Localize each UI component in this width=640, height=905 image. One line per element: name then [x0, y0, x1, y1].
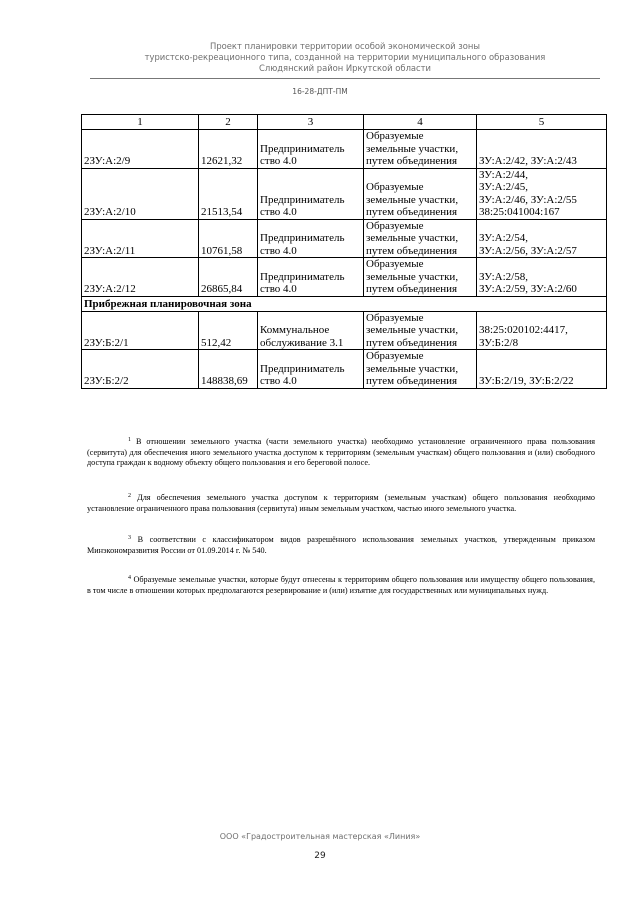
use-type-cell	[258, 168, 364, 219]
footnote	[87, 575, 595, 596]
cell-line: ЗУ:А:2/59, ЗУ:А:2/60	[479, 283, 577, 295]
area-cell: 21513,54	[199, 168, 258, 219]
cell-line: ЗУ:А:2/45,	[479, 181, 528, 193]
cell-line: Предприниматель	[260, 232, 345, 244]
cell-line: земельные участки,	[366, 362, 459, 375]
cell-line: путем объединения	[366, 336, 458, 349]
cell-line: ЗУ:А:2/44,	[479, 168, 528, 181]
column-header: 2	[199, 115, 258, 130]
formation-method-cell	[364, 130, 477, 169]
page-number: 29	[314, 851, 326, 861]
formation-method-cell	[364, 311, 477, 350]
plot-id-cell: 2ЗУ:Б:2/2	[82, 350, 199, 389]
area-cell: 12621,32	[199, 130, 258, 169]
land-plots-table	[81, 114, 607, 389]
cell-line: земельные участки,	[366, 232, 459, 244]
cell-line: земельные участки,	[366, 324, 459, 336]
formation-method-cell	[364, 350, 477, 389]
area-cell: 512,42	[199, 311, 258, 350]
header-divider	[90, 78, 600, 79]
cell-line: путем объединения	[366, 155, 458, 167]
source-plots-cell	[477, 130, 607, 169]
header-line-1: Проект планировки территории особой экономической зоны	[210, 41, 480, 51]
cell-line: земельные участки,	[366, 270, 459, 283]
footnote	[87, 437, 595, 469]
source-plots-cell	[477, 168, 607, 219]
cell-line: Предприниматель	[260, 362, 345, 375]
footnote-mark: 3	[128, 535, 131, 541]
use-type-cell	[258, 130, 364, 169]
use-type-cell	[258, 258, 364, 297]
source-plots-cell	[477, 219, 607, 258]
cell-line: ство 4.0	[260, 244, 297, 257]
table-row	[82, 219, 607, 258]
column-header: 4	[364, 115, 477, 130]
footnote-mark: 4	[128, 575, 131, 581]
use-type-cell	[258, 350, 364, 389]
formation-method-cell	[364, 219, 477, 258]
column-header: 3	[258, 115, 364, 130]
cell-line: ЗУ:Б:2/19, ЗУ:Б:2/22	[479, 375, 574, 387]
footnote-text: В отношении земельного участка (части земельного участка) необходимо установление ограниченного права пользования (сервитута) для обеспечения иного земельного участка доступом к территориям (земельным участкам) общего пользования и (или) свободного доступа граждан к водному объекту общего пользования и его береговой полосе.	[87, 437, 595, 468]
cell-line: Образуемые	[366, 130, 424, 142]
footnote-text: Образуемые земельные участки, которые будут отнесены к территориям общего пользования или имуществу общего пользования, в том числе в отношении которых предполагаются резервирование и (или) изъятие для государственных или муниципальных нужд.	[87, 575, 595, 595]
table-row	[82, 168, 607, 219]
cell-line: земельные участки,	[366, 142, 459, 155]
column-header: 5	[477, 115, 607, 130]
table-row	[82, 130, 607, 169]
cell-line: Предприниматель	[260, 270, 345, 283]
cell-line: Образуемые	[366, 219, 424, 232]
plot-id-cell: 2ЗУ:Б:2/1	[82, 311, 199, 350]
footer-company: ООО «Градостроительная мастерская «Линия»	[219, 832, 421, 841]
footnote	[87, 493, 595, 514]
header-line-2: туристско-рекреационного типа, созданной на территории муниципального образования	[144, 52, 546, 62]
cell-line: Образуемые	[366, 350, 424, 362]
cell-line: 38:25:020102:4417,	[479, 324, 568, 336]
cell-line: Коммунальное	[260, 324, 330, 336]
cell-line: путем объединения	[366, 283, 458, 295]
source-plots-cell	[477, 258, 607, 297]
footnote-mark: 2	[128, 493, 131, 499]
cell-line: Предприниматель	[260, 193, 345, 206]
footnote	[87, 535, 595, 556]
table-row	[82, 311, 607, 350]
document-number: 16-28-ДПТ-ПМ	[292, 87, 348, 96]
area-cell: 10761,58	[199, 219, 258, 258]
cell-line: ЗУ:Б:2/8	[479, 336, 519, 349]
cell-line: обслуживание 3.1	[260, 336, 344, 349]
header-line-3: Слюдянский район Иркутской области	[259, 63, 431, 73]
plot-id-cell: 2ЗУ:А:2/11	[82, 219, 199, 258]
cell-line: путем объединения	[366, 244, 458, 257]
table-row	[82, 350, 607, 389]
area-cell: 26865,84	[199, 258, 258, 297]
formation-method-cell	[364, 168, 477, 219]
area-cell: 148838,69	[199, 350, 258, 389]
plot-id-cell: 2ЗУ:А:2/12	[82, 258, 199, 297]
cell-line: ство 4.0	[260, 283, 297, 295]
cell-line: Образуемые	[366, 311, 424, 324]
cell-line: ство 4.0	[260, 375, 297, 387]
column-header: 1	[82, 115, 199, 130]
cell-line: ство 4.0	[260, 155, 297, 167]
cell-line: ЗУ:А:2/56, ЗУ:А:2/57	[479, 244, 577, 257]
cell-line: ство 4.0	[260, 206, 297, 218]
footnote-mark: 1	[128, 437, 131, 443]
footnote-text: В соответствии с классификатором видов разрешённого использования земельных участков, утвержденным приказом Минэкономразвития России от 01.09.2014 г. № 540.	[87, 535, 595, 555]
cell-line: путем объединения	[366, 375, 458, 387]
cell-line: ЗУ:А:2/42, ЗУ:А:2/43	[479, 155, 577, 167]
zone-row	[82, 296, 607, 311]
source-plots-cell	[477, 350, 607, 389]
cell-line: Образуемые	[366, 258, 424, 270]
cell-line: ЗУ:А:2/54,	[479, 232, 528, 244]
cell-line: Образуемые	[366, 181, 424, 193]
footnote-text: Для обеспечения земельного участка доступом к территориям (земельным участкам) общего пользования необходимо установление ограниченного права пользования (сервитута) иным земельным участком, частью иного земельного участка.	[87, 493, 596, 513]
zone-label: Прибрежная планировочная зона	[82, 296, 607, 311]
table-row	[82, 258, 607, 297]
use-type-cell	[258, 311, 364, 350]
cell-line: 38:25:041004:167	[479, 206, 560, 218]
plot-id-cell: 2ЗУ:А:2/9	[82, 130, 199, 169]
cell-line: земельные участки,	[366, 193, 459, 206]
cell-line: Предприниматель	[260, 142, 345, 155]
table-header-row	[82, 115, 607, 130]
cell-line: ЗУ:А:2/46, ЗУ:А:2/55	[479, 193, 577, 206]
use-type-cell	[258, 219, 364, 258]
plot-id-cell: 2ЗУ:А:2/10	[82, 168, 199, 219]
cell-line: путем объединения	[366, 206, 458, 218]
formation-method-cell	[364, 258, 477, 297]
cell-line: ЗУ:А:2/58,	[479, 270, 528, 283]
source-plots-cell	[477, 311, 607, 350]
